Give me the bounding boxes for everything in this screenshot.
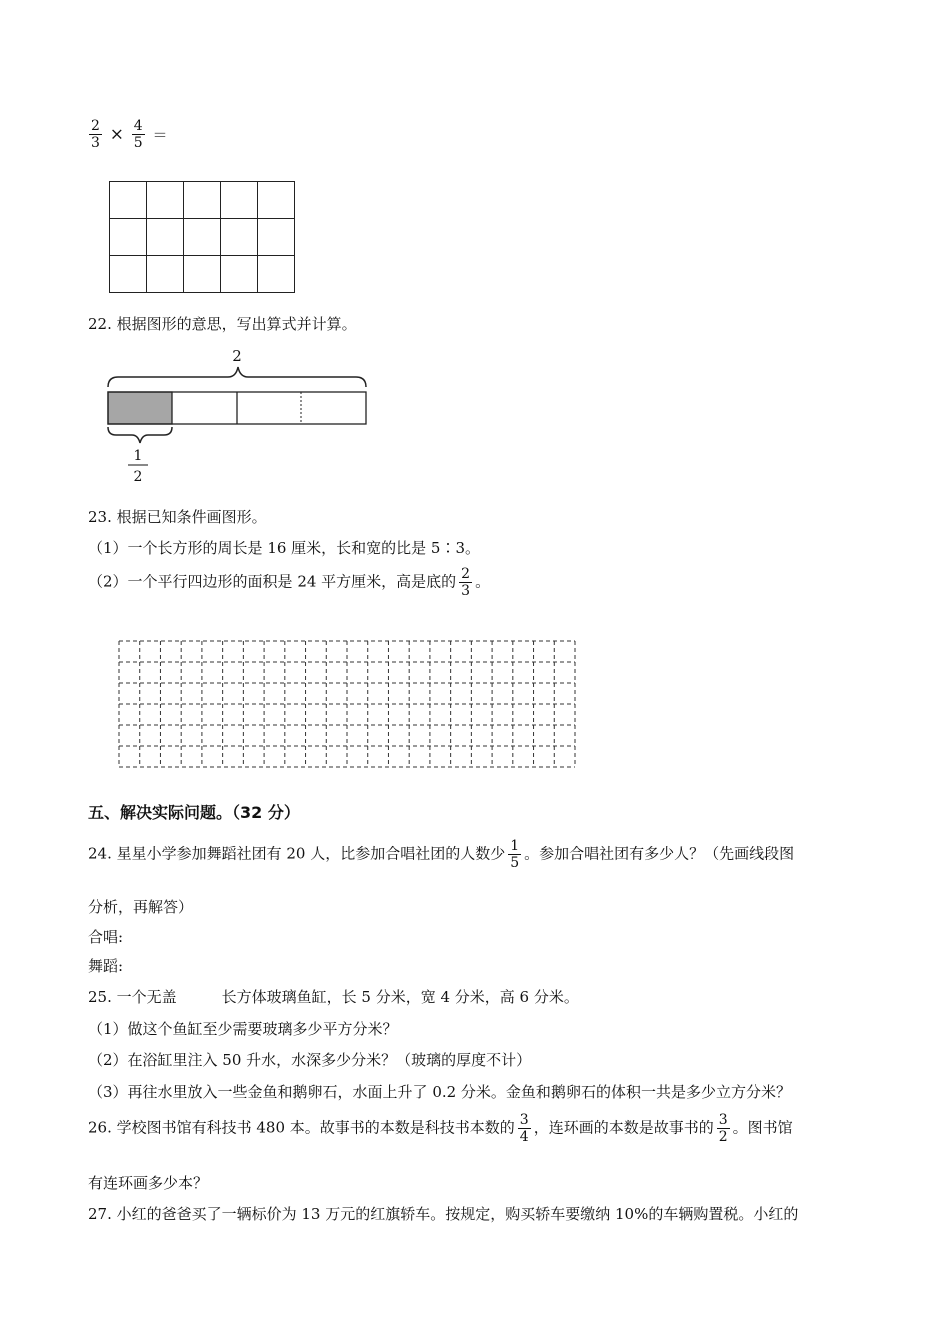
bottom-brace [108, 427, 172, 443]
bottom-label-den: 2 [133, 469, 143, 485]
shaded-segment [108, 392, 172, 424]
section-title: 五、解决实际问题。（32 分） [88, 803, 300, 822]
q24-line1: 24. 星星小学参加舞蹈社团有 20 人，比参加合唱社团的人数少 $\frac{1}{5}$ 。参加合唱社团有多少人？（先画线段图 [88, 838, 795, 871]
q23-question: 23. 根据已知条件画图形。 [88, 508, 267, 526]
q25-part2: （2）在浴缸里注入 50 升水，水深多少分米？（玻璃的厚度不计） [88, 1051, 532, 1069]
q25-line1: 25. 一个无盖 长方体玻璃鱼缸，长 5 分米，宽 4 分米，高 6 分米。 [88, 988, 579, 1006]
q23-part1: （1）一个长方形的周长是 16 厘米，长和宽的比是 5∶3。 [88, 539, 481, 557]
q26-line1: 26. 学校图书馆有科技书 480 本。故事书的本数是科技书本数的 $\frac{3}{4}$ ，连环画的本数是故事书的 $\frac{3}{2}$ 。图书馆 [88, 1112, 793, 1145]
fraction: $\frac{3}{4}$ [519, 1112, 529, 1145]
fraction: $\frac{4}{5}$ [133, 118, 143, 151]
dotted-grid [118, 640, 576, 768]
q21-grid [109, 181, 295, 293]
q24-line2: 分析，再解答） [88, 898, 194, 916]
choir-label: 合唱: [88, 928, 124, 946]
q25-part1: （1）做这个鱼缸至少需要玻璃多少平方分米？ [88, 1020, 398, 1038]
q25-part3: （3）再往水里放入一些金鱼和鹅卵石，水面上升了 0.2 分米。金鱼和鹅卵石的体积一共是多少立方分米？ [88, 1083, 791, 1101]
q21-expression [86, 118, 167, 151]
top-label: 2 [232, 347, 242, 365]
q23-part2: （2）一个平行四边形的面积是 24 平方厘米，高是底的 $\frac{2}{3}$ 。 [88, 566, 491, 599]
fraction: $\frac{3}{2}$ [718, 1112, 728, 1145]
times-sign: × [109, 124, 124, 145]
dance-label: 舞蹈: [88, 957, 124, 975]
fraction: $\frac{1}{5}$ [510, 838, 520, 871]
q27-line1: 27. 小红的爸爸买了一辆标价为 13 万元的红旗轿车。按规定，购买轿车要缴纳 10%的车辆购置税。小红的 [88, 1205, 799, 1223]
q22-diagram [100, 345, 380, 485]
equals-sign: ＝ [152, 126, 168, 144]
top-brace [108, 367, 366, 387]
q22-question: 22. 根据图形的意思，写出算式并计算。 [88, 315, 357, 333]
fraction: $\frac{2}{3}$ [461, 566, 471, 599]
fraction: $\frac{2}{3}$ [91, 118, 100, 151]
q26-line2: 有连环画多少本？ [88, 1174, 209, 1192]
bottom-label-num: 1 [133, 448, 143, 464]
